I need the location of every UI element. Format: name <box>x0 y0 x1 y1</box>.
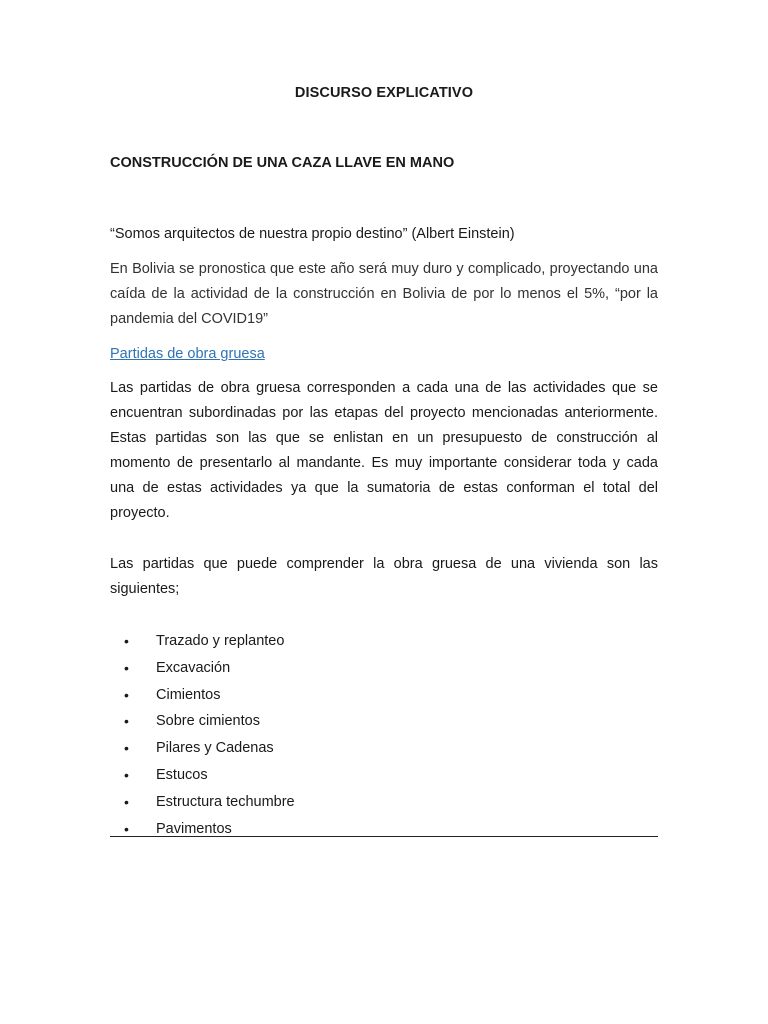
list-item <box>110 628 658 655</box>
list-item <box>110 762 658 789</box>
bullet-icon: • <box>124 766 129 783</box>
intro-paragraph: En Bolivia se pronostica que este año será muy duro y complicado, proyectando una caída de la actividad de la construcción en Bolivia de por lo menos el 5%, “por la pandemia del COVID19” <box>110 261 658 327</box>
bullet-icon: • <box>124 740 129 757</box>
list-item-label: Excavación <box>156 659 231 676</box>
section-divider <box>110 836 658 837</box>
list-item-label: Estucos <box>156 766 208 783</box>
list-item <box>110 708 658 735</box>
list-item <box>110 816 658 843</box>
bullet-icon: • <box>124 793 129 810</box>
bullet-icon: • <box>124 686 129 703</box>
list-item-label: Pavimentos <box>156 820 232 837</box>
list-item <box>110 682 658 709</box>
partidas-paragraph: Las partidas de obra gruesa corresponden a cada una de las actividades que se encuentran subordinadas por las etapas del proyecto mencionadas anteriormente. Estas partidas son las que se enlistan en un presupuesto de construcción al momento de presentarlo al mandante. Es muy importante considerar toda y cada una de estas actividades ya que la sumatoria de estas conforman el total del proyecto. <box>110 380 658 521</box>
document-title: DISCURSO EXPLICATIVO <box>294 85 474 101</box>
bullet-icon: • <box>124 820 129 837</box>
list-intro-paragraph: Las partidas que puede comprender la obra gruesa de una vivienda son las siguientes; <box>110 556 658 597</box>
bullet-icon: • <box>124 659 129 676</box>
bullet-icon: • <box>124 633 129 649</box>
partidas-list <box>110 628 658 842</box>
list-item-label: Cimientos <box>156 686 221 703</box>
partidas-link[interactable]: Partidas de obra gruesa <box>110 346 265 362</box>
section-link-container <box>110 342 658 367</box>
list-item-label: Trazado y replanteo <box>156 633 285 649</box>
list-item-label: Sobre cimientos <box>156 713 260 730</box>
list-item-label: Estructura techumbre <box>156 793 295 810</box>
bullet-icon: • <box>124 713 129 730</box>
document-subtitle: CONSTRUCCIÓN DE UNA CAZA LLAVE EN MANO <box>110 155 455 171</box>
list-item-label: Pilares y Cadenas <box>156 740 274 757</box>
quote-paragraph: “Somos arquitectos de nuestra propio destino” (Albert Einstein) <box>110 226 515 242</box>
list-item <box>110 655 658 682</box>
list-item <box>110 789 658 816</box>
list-item <box>110 735 658 762</box>
